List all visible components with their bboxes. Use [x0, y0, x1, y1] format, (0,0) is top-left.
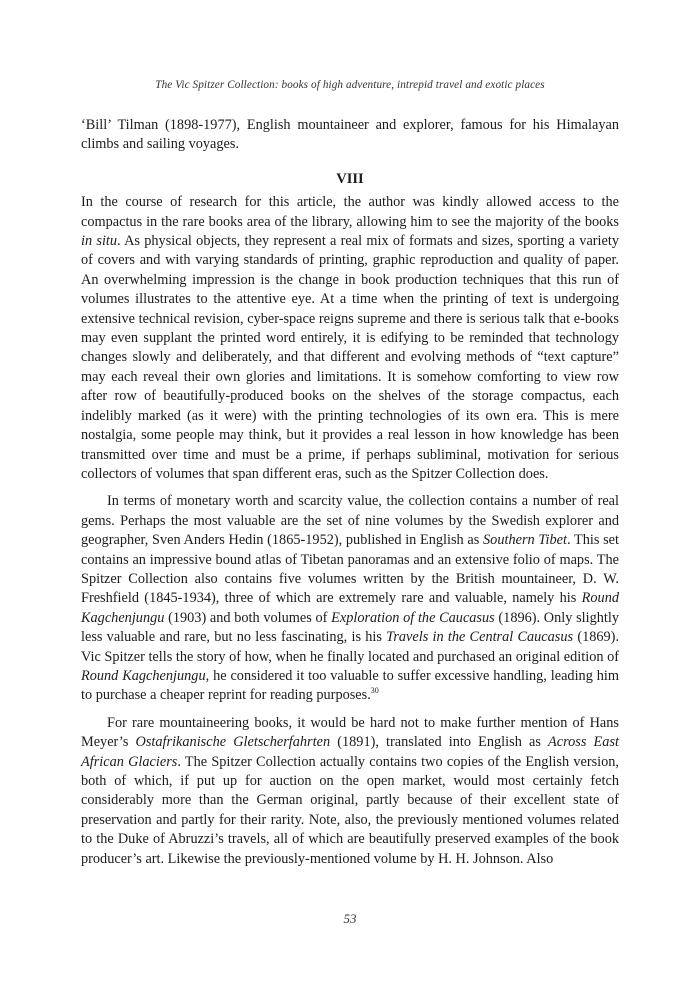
body-text: [81, 116, 619, 869]
paragraph-text: (1903) and both volumes of: [164, 609, 332, 626]
paragraph-text: (1869). Vic Spitzer tells the story of how, when he finally located and purchased an original edition of: [81, 629, 620, 665]
paragraph-monetary-worth: [81, 492, 619, 705]
book-title: Travels in the Central Caucasus: [386, 629, 574, 646]
section-heading: VIII: [336, 170, 364, 187]
running-header: The Vic Spitzer Collection: books of high adventure, intrepid travel and exotic places: [155, 79, 545, 91]
paragraph-text: In terms of monetary worth and scarcity value, the collection contains a number of real gems. Perhaps the most valuable are the set of nine volumes by the Swedish explorer and geographer, Sven Anders Hedin (1865-1952), published in English as: [81, 493, 619, 549]
paragraph-text: . As physical objects, they represent a real mix of formats and sizes, sporting a variety of covers and with varying standards of printing, graphic reproduction and quality of paper. An overwhelming impression is the change in book production techniques that this run of volumes illustrates to the attentive eye. At a time when the printing of text is undergoing extensive technical revision, cyber-space reigns supreme and there is serious talk that e-books may even supplant the printed word entirely, it is edifying to be reminded that technology changes slowly and deliberately, and that different and evolving methods of “text capture” may each reveal their own glories and limitations. It is somehow comforting to view row after row of beautifully-produced books on the shelves of the storage compactus, each indelibly marked (as it were) with the printing technologies of its own era. This is mere nostalgia, some people may think, but it provides a real lesson in how knowledge has been transmitted over time and must be a prime, if perhaps subliminal, motivation for serious collectors of volumes that span different eras, such as the Spitzer Collection does.: [81, 233, 619, 482]
paragraph-text: . The Spitzer Collection actually contains two copies of the English version, both of which, if put up for auction on the open market, would most certainly fetch considerably more than the German original, partly because of their excellent state of preservation and partly for their rarity. Note, also, the previously mentioned volumes related to the Duke of Abruzzi’s travels, all of which are beautifully preserved examples of the book producer’s art. Likewise the previously-mentioned volume by H. H. Johnson. Also: [81, 753, 619, 867]
book-title: Round Kagchenjungu: [81, 667, 206, 684]
book-title: Exploration of the Caucasus: [331, 609, 495, 626]
paragraph-text: (1891), translated into English as: [330, 734, 549, 751]
paragraph-text: . This set contains an impressive bound atlas of Tibetan panoramas and an extensive folio of maps. The Spitzer Collection also contains five volumes written by the British mountaineer, D. W. Freshfield (1845-1934), three of which are extremely rare and valuable, namely his: [81, 532, 619, 607]
italic-phrase: in situ: [81, 233, 118, 250]
paragraph-continuation: [81, 116, 619, 155]
paragraph-research: [81, 193, 619, 484]
footnote-marker[interactable]: 30: [370, 686, 379, 696]
paragraph-text: ‘Bill’ Tilman (1898-1977), English mountaineer and explorer, famous for his Himalayan climbs and sailing voyages.: [81, 117, 619, 153]
page-number: 53: [343, 911, 357, 926]
book-title: Ostafrikanische Gletscherfahrten: [135, 734, 331, 751]
book-title: Across East African Glaciers: [81, 734, 619, 770]
paragraph-mountaineering-books: [81, 714, 619, 869]
paragraph-text: For rare mountaineering books, it would be hard not to make further mention of Hans Meyer’s: [81, 714, 619, 751]
paragraph-text: , he considered it too valuable to suffer excessive handling, leading him to purchase a cheaper reprint for reading purposes.: [81, 667, 619, 704]
paragraph-text: In the course of research for this article, the author was kindly allowed access to the compactus in the rare books area of the library, allowing him to see the majority of the books: [81, 194, 619, 230]
book-title: Southern Tibet: [483, 532, 567, 549]
paragraph-text: (1896). Only slightly less valuable and rare, but no less fascinating, is his: [81, 609, 619, 646]
book-title: Round Kagchenjungu: [81, 590, 619, 626]
